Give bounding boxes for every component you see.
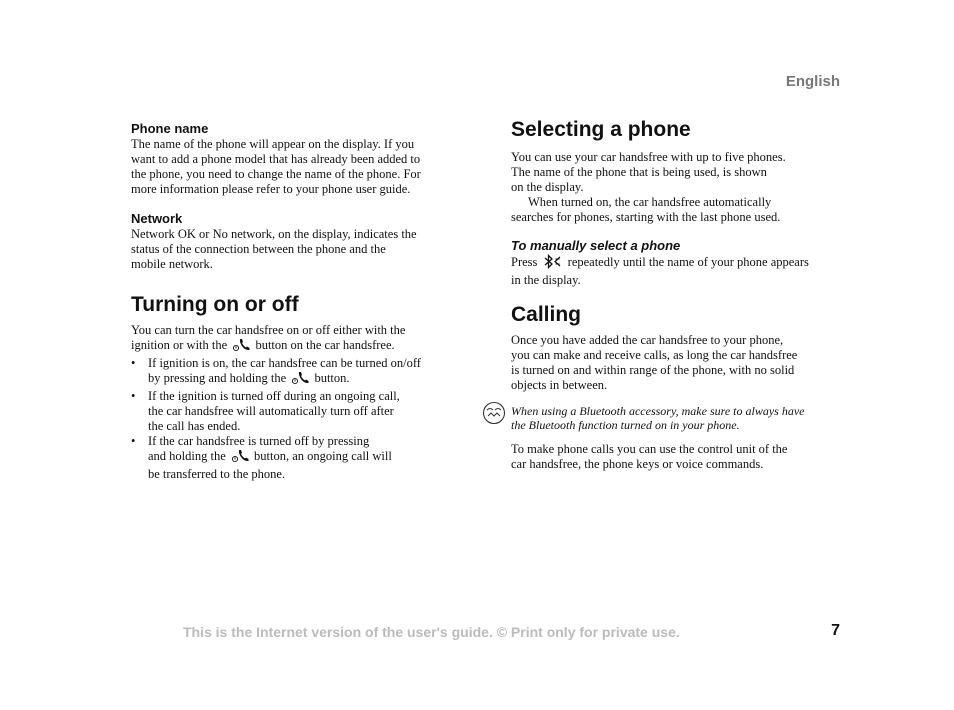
manual-text: repeatedly until the name of your phone appears: [567, 255, 809, 269]
bullet-text: and holding the: [148, 449, 226, 463]
manual-select-line: [511, 254, 841, 273]
bullet-text: If the ignition is turned off during an ongoing call,: [148, 389, 400, 403]
left-column: [131, 121, 461, 482]
right-column: [511, 117, 841, 472]
bullet-text: the call has ended.: [148, 419, 241, 433]
selecting-line: You can use your car handsfree with up to five phones.: [511, 150, 786, 164]
turning-bullet-list: [131, 356, 461, 482]
selecting-line: When turned on, the car handsfree automatically: [528, 195, 772, 209]
calling-line: To make phone calls you can use the control unit of the: [511, 442, 788, 456]
list-item: [131, 356, 461, 389]
tip-icon: [482, 401, 506, 425]
tip-line: the Bluetooth function turned on in your phone.: [511, 418, 740, 432]
network-line: Network OK or No network, on the display, indicates the: [131, 227, 417, 241]
turning-intro-line: You can turn the car handsfree on or off either with the: [131, 323, 406, 337]
selecting-line: The name of the phone that is being used, is shown: [511, 165, 767, 179]
manual-select-heading: To manually select a phone: [511, 238, 681, 253]
selecting-phone-heading: Selecting a phone: [511, 118, 691, 141]
list-item: [131, 434, 461, 482]
calling-line: is turned on and within range of the phone, with no solid: [511, 363, 795, 377]
calling-line: you can make and receive calls, as long the car handsfree: [511, 348, 798, 362]
phone-name-line: more information please refer to your phone user guide.: [131, 182, 411, 196]
network-heading: Network: [131, 211, 183, 226]
calling-line: car handsfree, the phone keys or voice commands.: [511, 457, 764, 471]
network-line: status of the connection between the phone and the: [131, 242, 386, 256]
list-item: [131, 389, 461, 434]
tip-line: When using a Bluetooth accessory, make sure to always have: [511, 404, 805, 418]
tip-note: [511, 404, 841, 432]
bullet-text: be transferred to the phone.: [148, 467, 286, 481]
phone-name-line: The name of the phone will appear on the display. If you: [131, 137, 415, 151]
manual-select-line: in the display.: [511, 273, 581, 287]
turning-intro-text: ignition or with the: [131, 338, 228, 352]
bullet-text: button.: [314, 371, 350, 385]
bullet-text: button, an ongoing call will: [254, 449, 392, 463]
tip-text: [511, 404, 805, 432]
phone-name-heading: Phone name: [131, 121, 209, 136]
selecting-line: on the display.: [511, 180, 584, 194]
bullet-text: the car handsfree will automatically turn off after: [148, 404, 394, 418]
language-label: English: [785, 73, 840, 90]
calling-line: Once you have added the car handsfree to your phone,: [511, 333, 784, 347]
manual-text: Press: [511, 255, 538, 269]
bullet-text: by pressing and holding the: [148, 371, 287, 385]
turning-intro-text: button on the car handsfree.: [255, 338, 395, 352]
bullet-text: If the car handsfree is turned off by pressing: [148, 434, 370, 448]
power-handset-icon: [232, 338, 250, 356]
phone-name-line: want to add a phone model that has already been added to: [131, 152, 421, 166]
phone-name-line: the phone, you need to change the name of the phone. For: [131, 167, 421, 181]
power-handset-icon: [231, 449, 249, 467]
bullet-text: If ignition is on, the car handsfree can be turned on/off: [148, 356, 421, 370]
turning-intro-line: [131, 338, 461, 356]
bluetooth-icon: [543, 254, 563, 273]
power-handset-icon: [291, 371, 309, 389]
network-line: mobile network.: [131, 257, 213, 271]
page-number: 7: [831, 622, 840, 639]
selecting-line: searches for phones, starting with the last phone used.: [511, 210, 781, 224]
footer-notice: This is the Internet version of the user's guide. © Print only for private use.: [183, 624, 680, 640]
calling-line: objects in between.: [511, 378, 608, 392]
calling-heading: Calling: [511, 303, 582, 326]
turning-on-off-heading: Turning on or off: [131, 293, 299, 316]
